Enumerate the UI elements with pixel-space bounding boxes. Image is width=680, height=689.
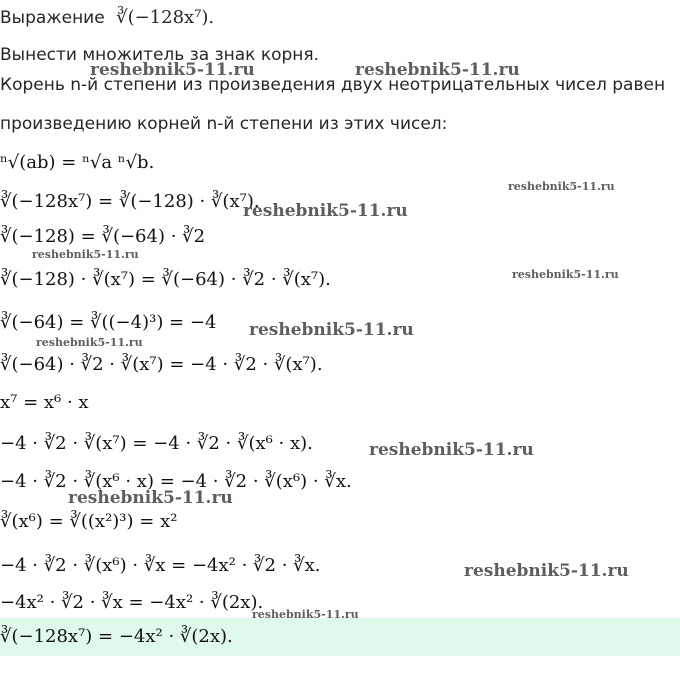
formula-step-5: ∛(−64) · ∛2 · ∛(x⁷) = −4 · ∛2 · ∛(x⁷). (0, 354, 323, 375)
watermark: reshebnik5-11.ru (508, 180, 615, 193)
formula-step-2: ∛(−128) = ∛(−64) · ∛2 (0, 226, 206, 247)
formula-step-6: x⁷ = x⁶ · x (0, 392, 89, 413)
watermark: reshebnik5-11.ru (249, 320, 414, 340)
watermark: reshebnik5-11.ru (243, 201, 408, 221)
rule-text-1: Корень n-й степени из произведения двух неотрицательных чисел равен (0, 75, 666, 95)
watermark: reshebnik5-11.ru (32, 248, 139, 261)
watermark: reshebnik5-11.ru (512, 268, 619, 281)
formula-step-4: ∛(−64) = ∛((−4)³) = −4 (0, 312, 217, 333)
expression: ∛(−128x⁷). (116, 7, 215, 28)
intro-text: Выражение (0, 8, 105, 28)
formula-step-10: −4 · ∛2 · ∛(x⁶) · ∛x = −4x² · ∛2 · ∛x. (0, 555, 321, 576)
watermark: reshebnik5-11.ru (36, 336, 143, 349)
formula-step-3: ∛(−128) · ∛(x⁷) = ∛(−64) · ∛2 · ∛(x⁷). (0, 269, 331, 290)
watermark: reshebnik5-11.ru (369, 440, 534, 460)
watermark: reshebnik5-11.ru (252, 608, 359, 621)
watermark: reshebnik5-11.ru (464, 561, 629, 581)
formula-step-1: ∛(−128x⁷) = ∛(−128) · ∛(x⁷). (0, 191, 260, 212)
formula-step-9: ∛(x⁶) = ∛((x²)³) = x² (0, 511, 178, 532)
formula-root-product: ⁿ√(ab) = ⁿ√a ⁿ√b. (0, 152, 155, 173)
rule-text-2: произведению корней n-й степени из этих чисел: (0, 114, 448, 134)
formula-step-8: −4 · ∛2 · ∛(x⁶ · x) = −4 · ∛2 · ∛(x⁶) · ∛x. (0, 471, 352, 492)
final-answer: ∛(−128x⁷) = −4x² · ∛(2x). (0, 626, 233, 647)
step-text: Вынести множитель за знак корня. (0, 45, 320, 65)
watermark: reshebnik5-11.ru (90, 60, 255, 80)
watermark: reshebnik5-11.ru (355, 60, 520, 80)
intro-line (0, 7, 214, 29)
formula-step-7: −4 · ∛2 · ∛(x⁷) = −4 · ∛2 · ∛(x⁶ · x). (0, 433, 313, 454)
formula-step-11: −4x² · ∛2 · ∛x = −4x² · ∛(2x). (0, 592, 264, 613)
watermark: reshebnik5-11.ru (68, 488, 233, 508)
